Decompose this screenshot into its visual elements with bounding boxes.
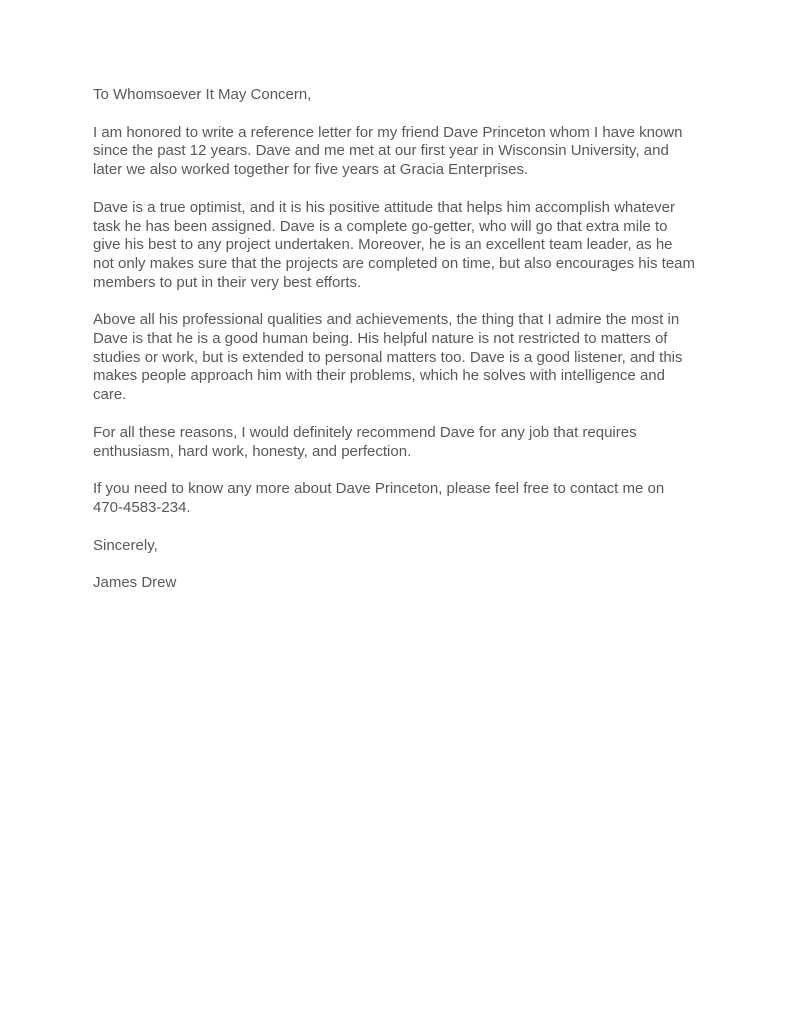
- salutation: To Whomsoever It May Concern,: [93, 86, 312, 103]
- reference-letter: [93, 86, 697, 593]
- closing: Sincerely,: [93, 536, 158, 554]
- signature-name: James Drew: [93, 574, 177, 592]
- body-paragraph-2: Dave is a true optimist, and it is his positive attitude that helps him accomplish whatever task he has been assigned. Dave is a complete go-getter, who will go that extra mile to give his best to any project undertaken. Moreover, he is an excellent team leader, as he not only makes sure that the projects are completed on time, but also encourages his team members to put in their very best efforts.: [93, 198, 695, 291]
- body-paragraph-1: I am honored to write a reference letter for my friend Dave Princeton whom I have known since the past 12 years. Dave and me met at our first year in Wisconsin University, and later we also worked together for five years at Gracia Enterprises.: [93, 123, 683, 179]
- body-paragraph-5: If you need to know any more about Dave Princeton, please feel free to contact me on 470-4583-234.: [93, 480, 665, 516]
- body-paragraph-4: For all these reasons, I would definitely recommend Dave for any job that requires enthusiasm, hard work, honesty, and perfection.: [93, 423, 637, 460]
- body-paragraph-3: Above all his professional qualities and achievements, the thing that I admire the most in Dave is that he is a good human being. His helpful nature is not restricted to matters of studies or work, but is extended to personal matters too. Dave is a good listener, and this makes people approach him with their problems, which he solves with intelligence and care.: [93, 311, 683, 404]
